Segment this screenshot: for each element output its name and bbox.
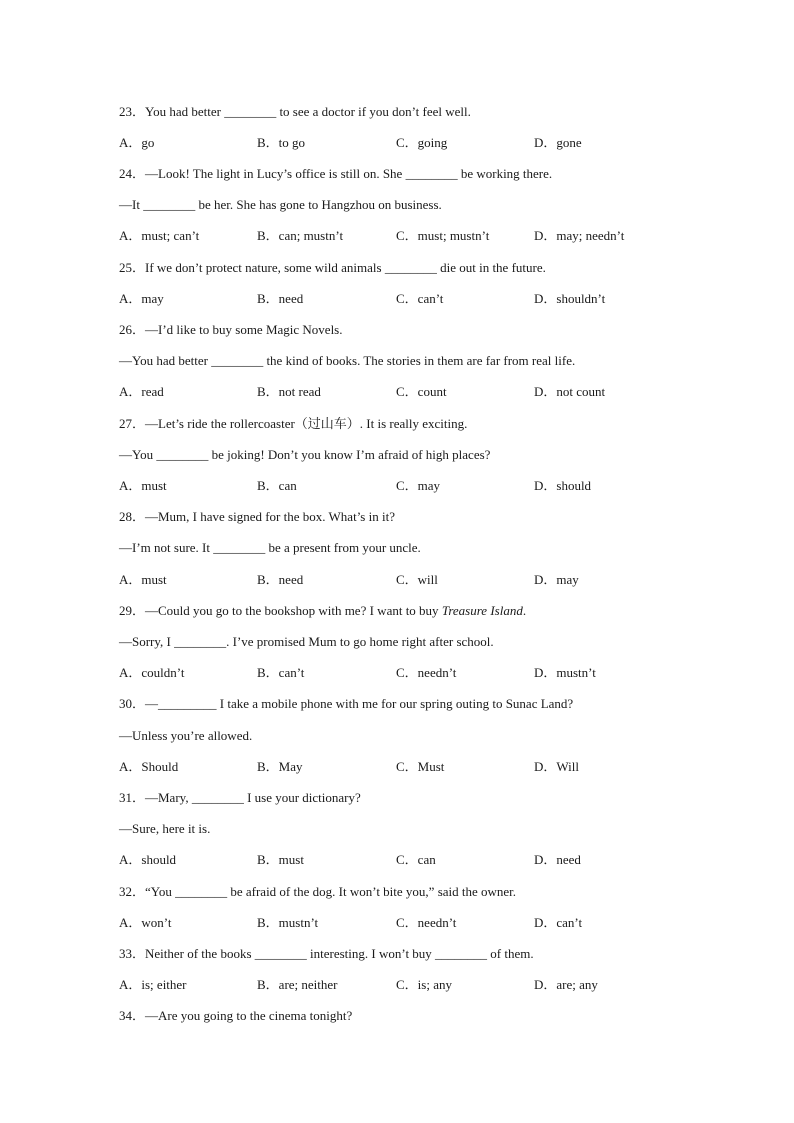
option-d: D．Will bbox=[534, 759, 579, 774]
option-a: A．must bbox=[119, 478, 167, 493]
option-c: C．must; mustn’t bbox=[396, 228, 490, 243]
option-a: A．Should bbox=[119, 759, 179, 774]
option-b: B．mustn’t bbox=[257, 915, 319, 930]
question-24-text: 24．—Look! The light in Lucy’s office is still on. She ________ be working there. bbox=[119, 166, 553, 181]
question-25-text: 25．If we don’t protect nature, some wild animals ________ die out in the future. bbox=[119, 260, 546, 275]
option-b: B．can bbox=[257, 478, 297, 493]
question-23-options bbox=[119, 133, 679, 153]
option-d: D．are; any bbox=[534, 977, 598, 992]
option-a: A．read bbox=[119, 384, 164, 399]
option-d: D．mustn’t bbox=[534, 665, 596, 680]
option-c: C．going bbox=[396, 135, 448, 150]
question-28-options bbox=[119, 570, 679, 590]
option-d: D．can’t bbox=[534, 915, 583, 930]
question-30-options bbox=[119, 757, 679, 777]
question-29-text bbox=[119, 601, 679, 621]
option-b: B．can’t bbox=[257, 665, 305, 680]
option-c: C．count bbox=[396, 384, 447, 399]
option-b: B．May bbox=[257, 759, 303, 774]
question-30-text: 30．—_________ I take a mobile phone with me for our spring outing to Sunac Land? bbox=[119, 696, 574, 711]
option-a: A．go bbox=[119, 135, 155, 150]
question-26-text: 26．—I’d like to buy some Magic Novels. bbox=[119, 322, 343, 337]
question-25-options bbox=[119, 289, 679, 309]
option-c: C．may bbox=[396, 478, 441, 493]
option-d: D．need bbox=[534, 852, 581, 867]
question-33-options bbox=[119, 975, 679, 995]
option-b: B．are; neither bbox=[257, 977, 338, 992]
question-31-text: 31．—Mary, ________ I use your dictionary? bbox=[119, 790, 361, 805]
question-24-options bbox=[119, 226, 679, 246]
option-a: A．must bbox=[119, 572, 167, 587]
option-d: D．may; needn’t bbox=[534, 228, 625, 243]
option-d: D．gone bbox=[534, 135, 582, 150]
question-27-reply: —You ________ be joking! Don’t you know I’m afraid of high places? bbox=[119, 447, 491, 462]
question-28-text: 28．—Mum, I have signed for the box. What’s in it? bbox=[119, 509, 395, 524]
option-c: C．can’t bbox=[396, 291, 444, 306]
option-c: C．needn’t bbox=[396, 665, 457, 680]
option-a: A．is; either bbox=[119, 977, 187, 992]
option-b: B．to go bbox=[257, 135, 306, 150]
question-23-text: 23．You had better ________ to see a doctor if you don’t feel well. bbox=[119, 104, 471, 119]
question-29-suffix: . bbox=[522, 603, 527, 618]
question-27-options bbox=[119, 476, 679, 496]
option-c: C．Must bbox=[396, 759, 445, 774]
option-a: A．may bbox=[119, 291, 164, 306]
question-24-reply: —It ________ be her. She has gone to Hangzhou on business. bbox=[119, 197, 442, 212]
question-34-text: 34．—Are you going to the cinema tonight? bbox=[119, 1008, 353, 1023]
option-d: D．should bbox=[534, 478, 592, 493]
option-c: C．will bbox=[396, 572, 438, 587]
option-b: B．must bbox=[257, 852, 304, 867]
option-c: C．needn’t bbox=[396, 915, 457, 930]
option-a: A．couldn’t bbox=[119, 665, 185, 680]
option-c: C．is; any bbox=[396, 977, 452, 992]
option-a: A．should bbox=[119, 852, 177, 867]
question-28-reply: —I’m not sure. It ________ be a present from your uncle. bbox=[119, 540, 421, 555]
question-31-reply: —Sure, here it is. bbox=[119, 821, 211, 836]
question-29-prefix: 29．—Could you go to the bookshop with me? I want to buy bbox=[119, 603, 442, 618]
option-a: A．won’t bbox=[119, 915, 172, 930]
option-a: A．must; can’t bbox=[119, 228, 200, 243]
question-29-options bbox=[119, 663, 679, 683]
question-32-options bbox=[119, 913, 679, 933]
question-30-reply: —Unless you’re allowed. bbox=[119, 728, 253, 743]
question-27-text: 27．—Let’s ride the rollercoaster（过山车）. It is really exciting. bbox=[119, 416, 468, 431]
option-b: B．can; mustn’t bbox=[257, 228, 344, 243]
option-d: D．may bbox=[534, 572, 579, 587]
question-29-reply: —Sorry, I ________. I’ve promised Mum to go home right after school. bbox=[119, 634, 494, 649]
book-title: Treasure Island bbox=[441, 603, 523, 618]
option-b: B．need bbox=[257, 572, 304, 587]
option-c: C．can bbox=[396, 852, 436, 867]
question-32-text: 32．“You ________ be afraid of the dog. It won’t bite you,” said the owner. bbox=[119, 884, 517, 899]
question-31-options bbox=[119, 850, 679, 870]
question-26-options bbox=[119, 382, 679, 402]
question-33-text: 33．Neither of the books ________ interesting. I won’t buy ________ of them. bbox=[119, 946, 534, 961]
option-d: D．not count bbox=[534, 384, 606, 399]
option-b: B．not read bbox=[257, 384, 321, 399]
option-d: D．shouldn’t bbox=[534, 291, 606, 306]
option-b: B．need bbox=[257, 291, 304, 306]
question-26-reply: —You had better ________ the kind of books. The stories in them are far from real life. bbox=[119, 353, 576, 368]
